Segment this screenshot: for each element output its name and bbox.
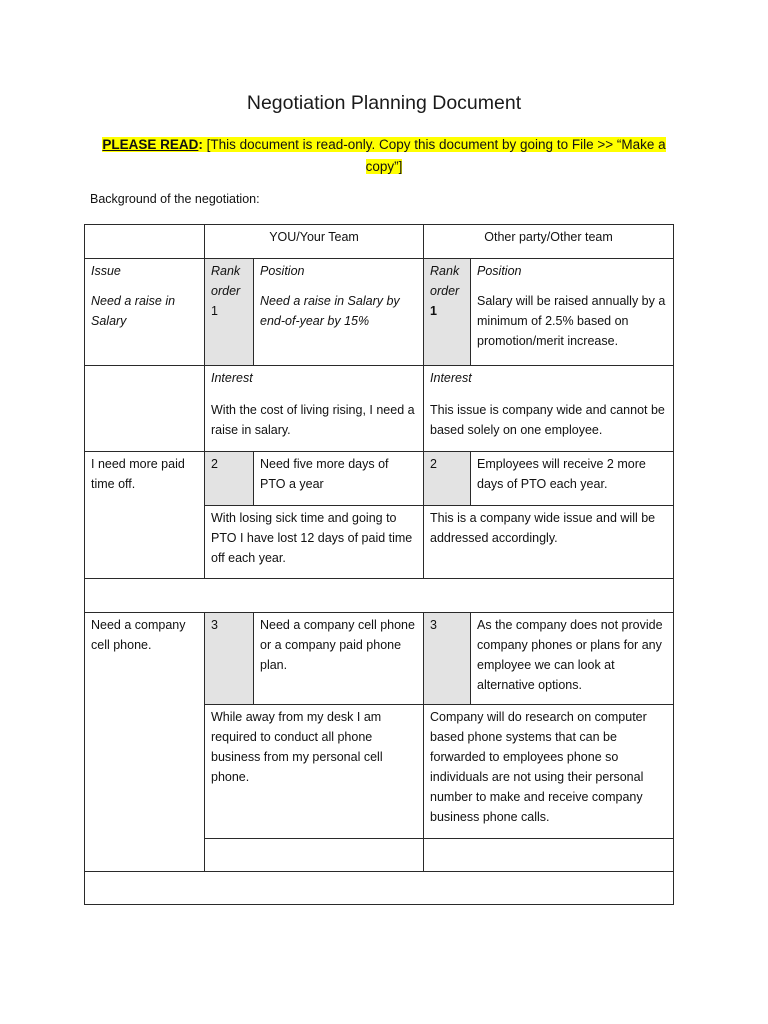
issue1-other-position-cell [471,259,674,366]
other-rank-order-label: Rank order [430,264,460,298]
final-empty-row [85,872,674,905]
issue1-cell [85,259,205,366]
please-read-label: PLEASE READ [102,137,199,152]
header-empty-cell [85,225,205,259]
header-other-team: Other party/Other team [424,225,674,259]
issue2-you-interest: With losing sick time and going to PTO I have lost 12 days of paid time off each year. [205,506,424,579]
issue1-you-rank-cell [205,259,254,366]
issue2-you-rank: 2 [205,452,254,506]
issue2-other-rank: 2 [424,452,471,506]
issue3-you-empty [205,839,424,872]
issue3-you-position: Need a company cell phone or a company paid phone plan. [254,613,424,705]
issue2-other-position: Employees will receive 2 more days of PTO each year. [471,452,674,506]
issue3-other-empty [424,839,674,872]
interest-label: Interest [211,371,253,385]
issue2-other-interest: This is a company wide issue and will be addressed accordingly. [424,506,674,579]
issue3-position-row [85,613,674,705]
position-label: Position [260,264,305,278]
issue1-interest-row [85,366,674,452]
issue1-other-rank-cell [424,259,471,366]
issue1-other-position: Salary will be raised annually by a minimum of 2.5% based on promotion/merit increase. [477,294,666,348]
issue1-other-rank: 1 [430,304,437,318]
issue1-you-interest: With the cost of living rising, I need a raise in salary. [211,403,415,437]
notice-text: [This document is read-only. Copy this document by going to File >> “Make a copy”] [202,137,666,174]
final-empty-cell [85,872,674,905]
issue1-you-position: Need a raise in Salary by end-of-year by 15% [260,294,400,328]
background-label: Background of the negotiation: [90,192,260,206]
document-title: Negotiation Planning Document [246,92,522,114]
please-read-colon: : [198,137,203,152]
other-interest-label: Interest [430,371,472,385]
other-position-label: Position [477,264,522,278]
spacer-cell [85,579,674,613]
issue2-position-row [85,452,674,506]
rank-order-label: Rank order [211,264,241,298]
issue-label: Issue [91,264,121,278]
issue3-you-rank: 3 [205,613,254,705]
issue2-you-position: Need five more days of PTO a year [254,452,424,506]
issue3-you-interest: While away from my desk I am required to conduct all phone business from my personal cell phone. [205,705,424,839]
issue1-other-interest-cell [424,366,674,452]
header-row [85,225,674,259]
issue1-you-position-cell [254,259,424,366]
negotiation-table [84,224,674,905]
issue3-text: Need a company cell phone. [91,618,186,652]
issue1-text: Need a raise in Salary [91,294,176,328]
issue3-other-position: As the company does not provide company phones or plans for any employee we can look at alternative options. [471,613,674,705]
header-you-team: YOU/Your Team [205,225,424,259]
issue3-other-rank: 3 [424,613,471,705]
issue3-cell [85,613,205,872]
issue2-cell [85,452,205,579]
issue1-you-rank: 1 [211,304,218,318]
spacer-row [85,579,674,613]
issue1-other-interest: This issue is company wide and cannot be based solely on one employee. [430,403,665,437]
issue2-text: I need more paid time off. [91,457,185,491]
issue1-interest-empty [85,366,205,452]
read-only-notice [96,134,672,178]
issue1-position-row [85,259,674,366]
issue3-other-interest: Company will do research on computer based phone systems that can be forwarded to employees phone so individuals are not using their personal number to make and receive company business phone calls. [424,705,674,839]
issue1-you-interest-cell [205,366,424,452]
